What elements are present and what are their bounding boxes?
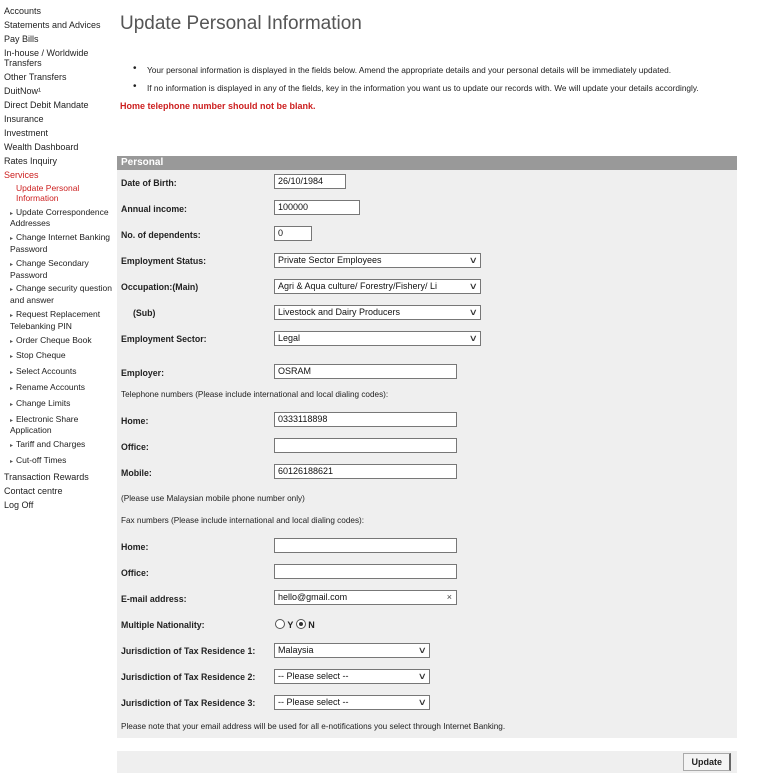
sidebar-item-statements[interactable]: Statements and Advices [4, 20, 101, 30]
email-label: E-mail address: [121, 594, 187, 604]
sidebar-item-wealth-dashboard[interactable]: Wealth Dashboard [4, 142, 79, 152]
row-occupation-sub [117, 300, 737, 326]
row-dependents [117, 222, 737, 248]
employment-sector-label: Employment Sector: [121, 334, 207, 344]
arrow-right-icon: ▸ [10, 210, 14, 217]
row-tax-2 [117, 664, 737, 690]
sidebar-sub-telebanking-pin[interactable]: ▸ Request Replacement Telebanking PIN [10, 308, 101, 331]
sidebar-item-contact-centre[interactable]: Contact centre [4, 485, 63, 496]
chevron-down-icon: ∨ [469, 281, 479, 291]
error-message: Home telephone number should not be blank. [120, 101, 316, 111]
clear-icon[interactable]: × [446, 592, 452, 602]
sidebar [0, 0, 115, 512]
sidebar-item-investment[interactable]: Investment [4, 128, 49, 138]
arrow-right-icon: ▸ [10, 417, 14, 424]
sidebar-sub-change-limits[interactable]: ▸ Change Limits [0, 397, 115, 413]
row-tax-1 [117, 638, 737, 664]
sidebar-item-rates-inquiry[interactable]: Rates Inquiry [4, 156, 58, 166]
sidebar-item-accounts[interactable]: Accounts [4, 6, 42, 16]
tax-residence-2-select[interactable]: -- Please select -- ∨ [274, 669, 430, 684]
email-input[interactable]: hello@gmail.com × [274, 590, 457, 605]
chevron-down-icon: ∨ [469, 307, 479, 317]
arrow-right-icon: ▸ [10, 236, 14, 243]
office-phone-label: Office: [121, 442, 149, 452]
sidebar-sub-electronic-share[interactable]: ▸ Electronic Share Application [10, 413, 79, 436]
employment-status-select[interactable]: Private Sector Employees ∨ [274, 253, 481, 268]
dependents-label: No. of dependents: [121, 230, 201, 240]
mobile-phone-label: Mobile: [121, 468, 152, 478]
sidebar-item-pay-bills[interactable]: Pay Bills [4, 34, 39, 44]
row-fax-note [117, 512, 737, 534]
sidebar-sub-change-password[interactable]: ▸ Change Internet Banking Password [10, 232, 111, 254]
section-header-personal: Personal [117, 156, 737, 170]
row-mobile-note [117, 486, 737, 512]
office-phone-input[interactable] [274, 438, 457, 453]
sidebar-sub-update-personal[interactable]: Update Personal Information [16, 183, 80, 203]
chevron-down-icon: ∨ [469, 333, 479, 343]
nationality-radio-group [275, 619, 315, 630]
chevron-down-icon: ∨ [418, 671, 428, 681]
page-title: Update Personal Information [120, 13, 362, 34]
sidebar-item-other-transfers[interactable]: Other Transfers [4, 72, 67, 82]
row-occupation-main [117, 274, 737, 300]
employment-status-label: Employment Status: [121, 256, 207, 266]
multiple-nationality-label: Multiple Nationality: [121, 620, 205, 630]
arrow-right-icon: ▸ [10, 401, 14, 408]
row-multiple-nationality [117, 612, 737, 638]
main-content [117, 0, 737, 767]
sidebar-sub-tariff[interactable]: ▸ Tariff and Charges [0, 438, 115, 454]
occupation-main-label: Occupation:(Main) [121, 282, 199, 292]
arrow-right-icon: ▸ [10, 370, 14, 377]
fax-office-input[interactable] [274, 564, 457, 579]
fax-home-label: Home: [121, 542, 149, 552]
info-bullet: • If no information is displayed in any of the fields, key in the information you want us to update our records with. We will update your details accordingly. [147, 83, 737, 93]
info-bullet: • Your personal information is displayed in the fields below. Amend the appropriate details and your personal details will be immediately updated. [147, 65, 737, 75]
telephone-note: Telephone numbers (Please include international and local dialing codes): [121, 390, 389, 399]
occupation-sub-label: (Sub) [133, 308, 156, 318]
row-fax-home [117, 534, 737, 560]
home-phone-input[interactable]: 0333118898 [274, 412, 457, 427]
sidebar-item-duitnow[interactable]: DuitNow¹ [4, 86, 42, 96]
update-bar [117, 751, 737, 773]
chevron-down-icon: ∨ [469, 255, 479, 265]
mobile-note: (Please use Malaysian mobile phone number only) [121, 494, 305, 503]
row-income [117, 196, 737, 222]
arrow-right-icon: ▸ [10, 443, 14, 450]
update-button[interactable]: Update [683, 753, 731, 771]
tax-residence-3-label: Jurisdiction of Tax Residence 3: [121, 698, 256, 708]
row-home-phone [117, 408, 737, 434]
sidebar-sub-rename-accounts[interactable]: ▸ Rename Accounts [0, 381, 115, 397]
nationality-no-radio[interactable] [296, 619, 306, 629]
annual-income-input[interactable]: 100000 [274, 200, 360, 215]
chevron-down-icon: ∨ [418, 697, 428, 707]
sidebar-sub-cutoff[interactable]: ▸ Cut-off Times [0, 454, 115, 470]
dob-input[interactable]: 26/10/1984 [274, 174, 346, 189]
sidebar-sub-update-addresses[interactable]: ▸ Update Correspondence Addresses [10, 206, 109, 229]
arrow-right-icon: ▸ [10, 261, 14, 268]
row-employment-sector [117, 326, 737, 352]
sidebar-sub-order-cheque[interactable]: ▸ Order Cheque Book [0, 334, 115, 350]
row-employment-status [117, 248, 737, 274]
employment-sector-select[interactable]: Legal ∨ [274, 331, 481, 346]
row-email [117, 586, 737, 612]
nationality-yes-label: Y [287, 620, 294, 630]
row-dob [117, 170, 737, 196]
home-phone-label: Home: [121, 416, 149, 426]
info-bullets [117, 65, 737, 93]
row-telephone-note [117, 386, 737, 408]
arrow-right-icon: ▸ [10, 354, 14, 361]
arrow-right-icon: ▸ [10, 287, 14, 294]
nationality-yes-radio[interactable] [275, 619, 285, 629]
row-mobile-phone [117, 460, 737, 486]
row-tax-3 [117, 690, 737, 716]
row-fax-office [117, 560, 737, 586]
sidebar-sub-change-secondary-password[interactable]: ▸ Change Secondary Password [10, 257, 89, 280]
sidebar-item-log-off[interactable]: Log Off [4, 499, 34, 510]
personal-form [117, 156, 737, 716]
employer-input[interactable]: OSRAM [274, 364, 457, 379]
arrow-right-icon: ▸ [10, 338, 14, 345]
sidebar-item-transaction-rewards[interactable]: Transaction Rewards [4, 471, 89, 482]
tax-residence-1-label: Jurisdiction of Tax Residence 1: [121, 646, 256, 656]
email-notice-text: Please note that your email address will be used for all e-notifications you select through Internet Banking. [121, 722, 506, 731]
sidebar-sub-security-question[interactable]: ▸ Change security question and answer [10, 283, 112, 306]
arrow-right-icon: ▸ [10, 458, 14, 465]
row-employer [117, 360, 737, 386]
arrow-right-icon: ▸ [10, 312, 14, 319]
tax-residence-2-label: Jurisdiction of Tax Residence 2: [121, 672, 256, 682]
occupation-main-select[interactable]: Agri & Aqua culture/ Forestry/Fishery/ Li ∨ [274, 279, 481, 294]
chevron-down-icon: ∨ [418, 645, 428, 655]
fax-note: Fax numbers (Please include international and local dialing codes): [121, 516, 365, 525]
fax-office-label: Office: [121, 568, 149, 578]
dependents-input[interactable]: 0 [274, 226, 312, 241]
fax-home-input[interactable] [274, 538, 457, 553]
dob-label: Date of Birth: [121, 178, 177, 188]
email-notice [117, 714, 737, 738]
sidebar-sub-stop-cheque[interactable]: ▸ Stop Cheque [0, 349, 115, 365]
sidebar-item-insurance[interactable]: Insurance [4, 114, 44, 124]
sidebar-item-inhouse-transfers[interactable]: In-house / Worldwide Transfers [4, 48, 89, 68]
nationality-no-label: N [308, 620, 315, 630]
occupation-sub-select[interactable]: Livestock and Dairy Producers ∨ [274, 305, 481, 320]
sidebar-sub-select-accounts[interactable]: ▸ Select Accounts [0, 365, 115, 381]
sidebar-item-services[interactable]: Services [4, 170, 39, 180]
employer-label: Employer: [121, 368, 165, 378]
tax-residence-1-select[interactable]: Malaysia ∨ [274, 643, 430, 658]
arrow-right-icon: ▸ [10, 385, 14, 392]
tax-residence-3-select[interactable]: -- Please select -- ∨ [274, 695, 430, 710]
sidebar-item-direct-debit[interactable]: Direct Debit Mandate [4, 100, 89, 110]
mobile-phone-input[interactable]: 60126188621 [274, 464, 457, 479]
income-label: Annual income: [121, 204, 187, 214]
row-office-phone [117, 434, 737, 460]
